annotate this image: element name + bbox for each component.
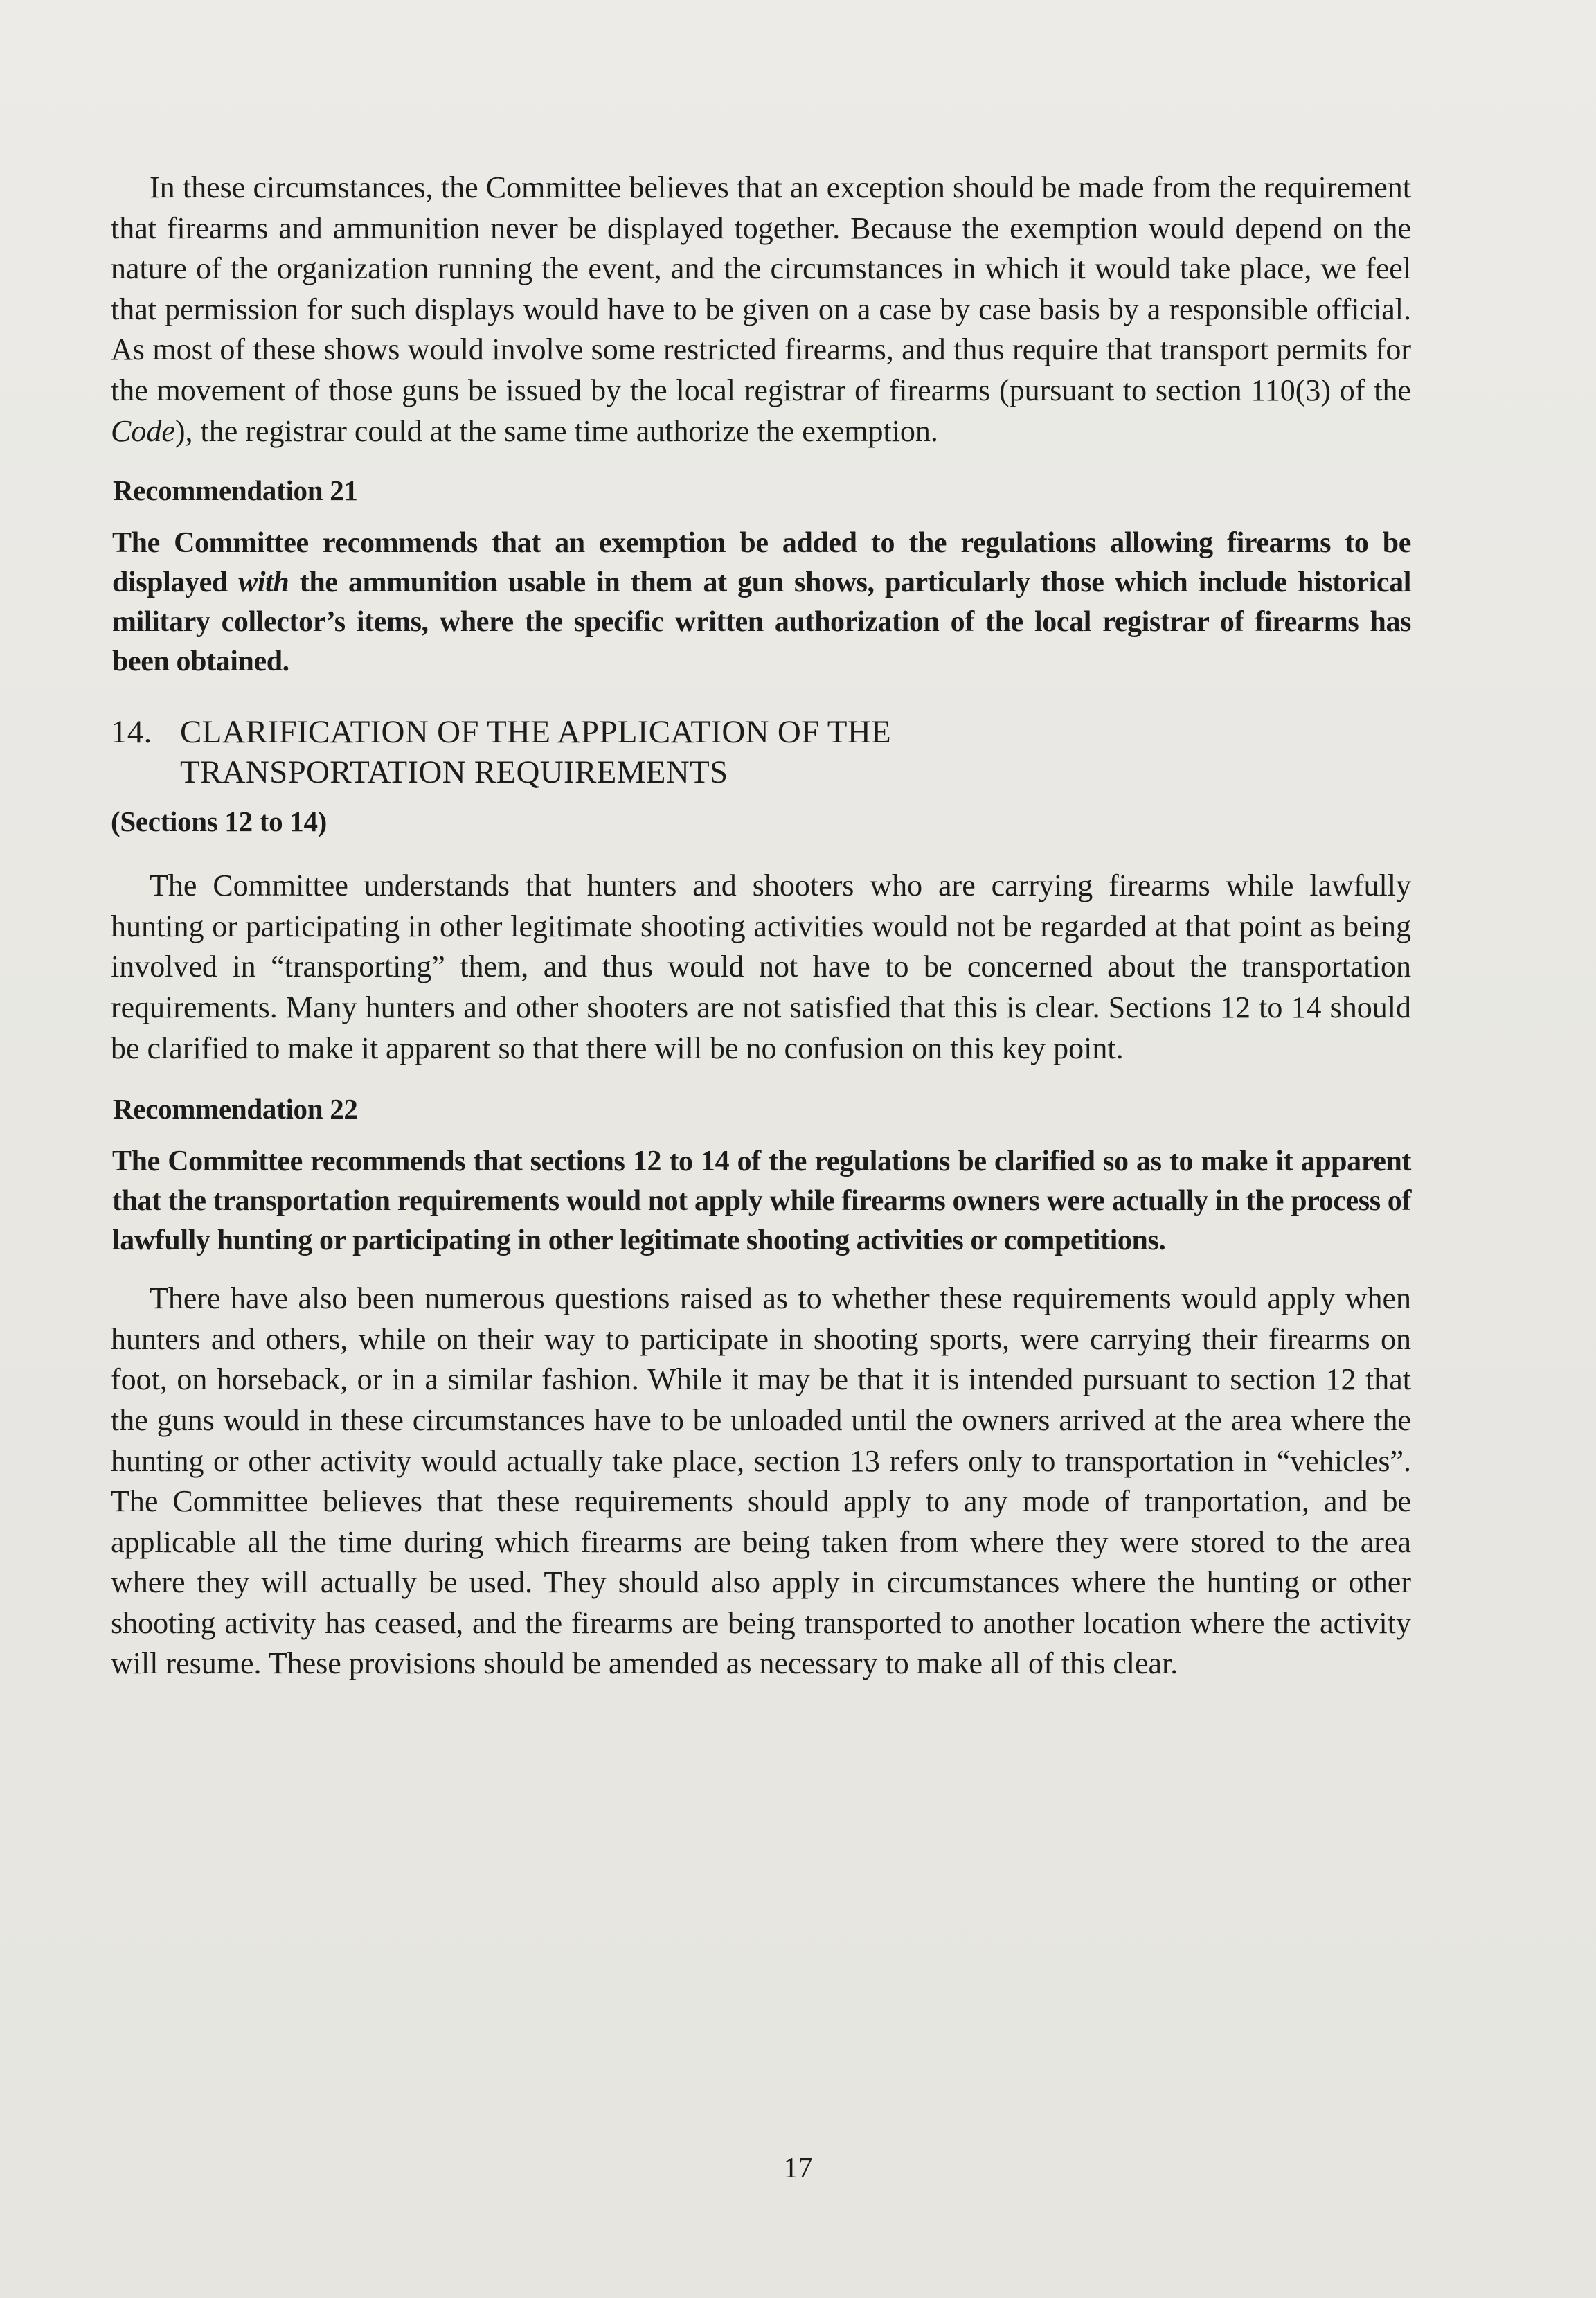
section-number: 14.	[111, 714, 152, 751]
paragraph-text: In these circumstances, the Committee believes that an exception should be made from the requirement that firearms and ammunition never be displayed together. Because the exemption would depend on the nature of the organization running the event, and the circumstances in which it would take place, we feel that permission for such displays would have to be given on a case by case basis by a responsible official. As most of these shows would involve some restricted firearms, and thus require that transport permits for the movement of those guns be issued by the local registrar of firearms (pursuant to section 110(3) of the	[111, 170, 1411, 407]
recommendation-22-text: The Committee recommends that sections 12 to 14 of the regulations be clarified so as to make it apparent that the transportation requirements would not apply while firearms owners were actually in the process of lawfully hunting or participating in other legitimate shooting activities or competitions.	[112, 1146, 1411, 1257]
recommendation-21-text	[112, 524, 1411, 682]
recommendation-text: The Committee recommends that an exemption be added to the regulations allowing firearms to be displayed	[112, 527, 1411, 599]
recommendation-text: the ammunition usable in them at gun shows, particularly those which include historical military collector’s items, where the specific written authorization of the local registrar of firearms has been obtained.	[112, 567, 1411, 678]
paragraph-circumstances	[111, 168, 1411, 452]
paragraph-hunters: The Committee understands that hunters and shooters who are carrying firearms while lawfully hunting or participating in other legitimate shooting activities would not be regarded at that point as being involved in “transporting” them, and thus would not have to be concerned about the transportation requirements. Many hunters and other shooters are not satisfied that this is clear. Sections 12 to 14 should be clarified to make it apparent so that there will be no confusion on this key point.	[111, 869, 1411, 1065]
recommendation-22-heading: Recommendation 22	[113, 1093, 358, 1125]
section-14-sections-ref: (Sections 12 to 14)	[111, 805, 328, 838]
section-14-heading	[111, 712, 1411, 792]
recommendation-21-heading: Recommendation 21	[113, 474, 358, 507]
page-content	[111, 168, 1411, 1684]
paragraph-text: ), the registrar could at the same time authorize the exemption.	[174, 413, 938, 448]
paragraph-questions: There have also been numerous questions raised as to whether these requirements would apply when hunters and others, while on their way to participate in shooting sports, were carrying their firearms on foot, on horseback, or in a similar fashion. While it may be that it is intended pursuant to section 12 that the guns would in these circumstances have to be unloaded until the owners arrived at the area where the hunting or other activity would actually take place, section 13 refers only to transportation in “vehicles”. The Committee believes that these requirements should apply to any mode of tranportation, and be applicable all the time during which firearms are being taken from where they were stored to the area where they will actually be used. They should also apply in circumstances where the hunting or other shooting activity has ceased, and the firearms are being transported to another location where the activity will resume. These provisions should be amended as necessary to make all of this clear.	[111, 1281, 1411, 1681]
page-number: 17	[783, 2153, 813, 2184]
italic-with: with	[238, 567, 289, 599]
section-title: CLARIFICATION OF THE APPLICATION OF THE TRANSPORTATION REQUIREMENTS	[180, 714, 892, 791]
italic-code: Code	[111, 413, 175, 448]
